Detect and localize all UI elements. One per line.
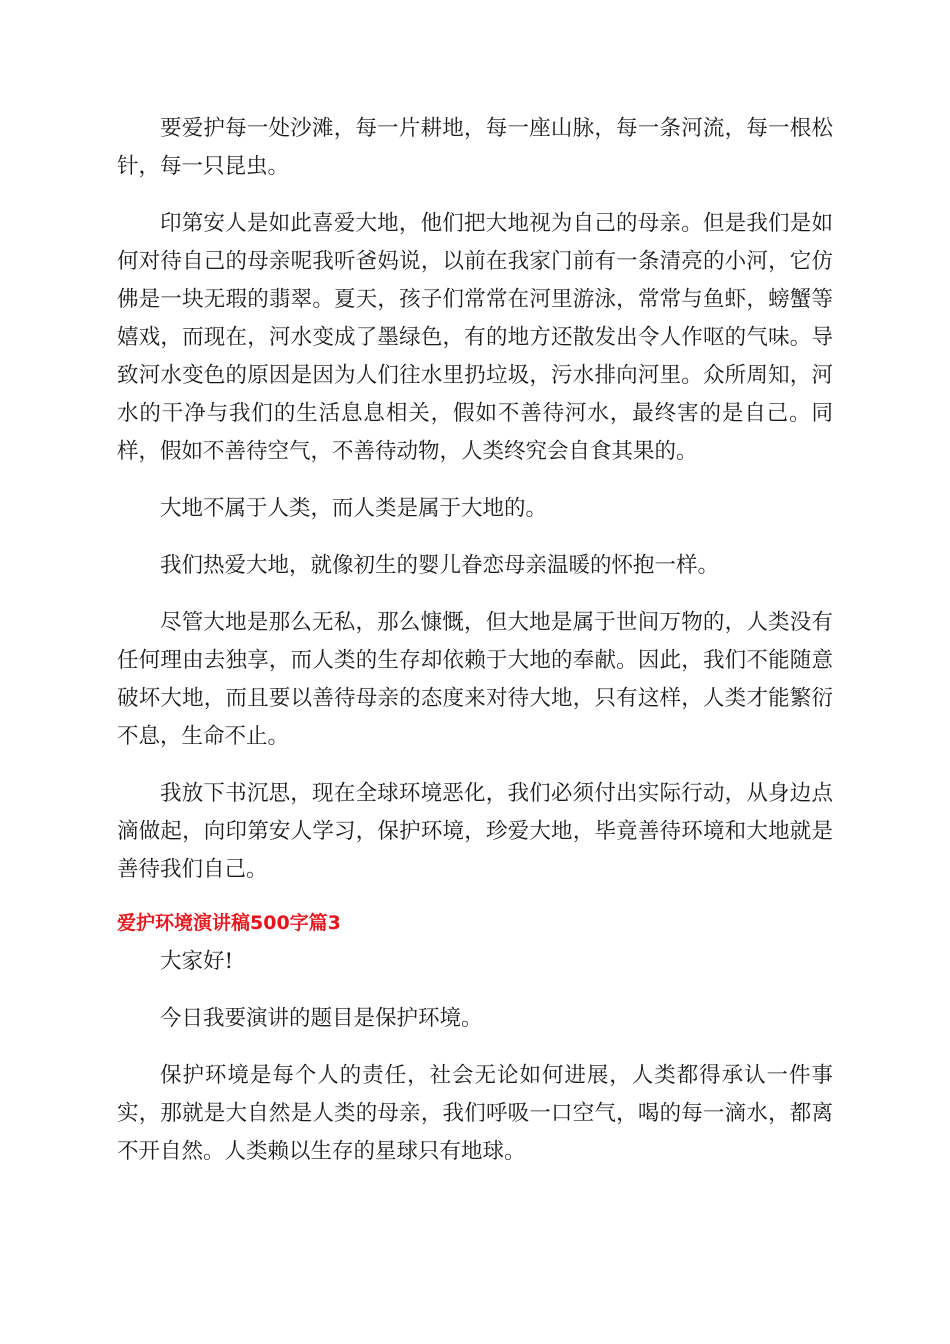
paragraph-love-earth: 我们热爱大地，就像初生的婴儿眷恋母亲温暖的怀抱一样。 (160, 553, 720, 578)
paragraph-responsibility: 保护环境是每个人的责任，社会无论如何进展，人类都得承认一件事实，那就是大自然是人类的母亲，我们呼吸一口空气，喝的每一滴水，都离不开自然。人类赖以生存的星球只有地球。 (117, 1063, 833, 1164)
document-body (117, 110, 833, 1190)
paragraph-earth-selfless: 尽管大地是那么无私，那么慷慨，但大地是属于世间万物的，人类没有任何理由去独享，而人类的生存却依赖于大地的奉献。因此，我们不能随意破坏大地，而且要以善待母亲的态度来对待大地，只有这样，人类才能繁衍不息，生命不止。 (117, 610, 833, 749)
paragraph-speech-topic: 今日我要演讲的题目是保护环境。 (160, 1006, 483, 1031)
paragraph-indians-love-earth: 印第安人是如此喜爱大地，他们把大地视为自己的母亲。但是我们是如何对待自己的母亲呢我听爸妈说，以前在我家门前有一条清亮的小河，它仿佛是一块无瑕的翡翠。夏天，孩子们常常在河里游泳，常常与鱼虾，螃蟹等嬉戏，而现在，河水变成了墨绿色，有的地方还散发出令人作呕的气味。导致河水变色的原因是因为人们往水里扔垃圾，污水排向河里。众所周知，河水的干净与我们的生活息息相关，假如不善待河水，最终害的是自己。同样，假如不善待空气，不善待动物，人类终究会自食其果的。 (117, 211, 833, 464)
paragraph-earth-not-belong: 大地不属于人类，而人类是属于大地的。 (160, 496, 548, 521)
paragraph-greeting: 大家好! (160, 949, 234, 974)
paragraph-reflection: 我放下书沉思，现在全球环境恶化，我们必须付出实际行动，从身边点滴做起，向印第安人学习，保护环境，珍爱大地，毕竟善待环境和大地就是善待我们自己。 (117, 781, 833, 882)
section-heading: 爱护环境演讲稿500字篇3 (117, 912, 341, 934)
paragraph-protect-everything: 要爱护每一处沙滩，每一片耕地，每一座山脉，每一条河流，每一根松针，每一只昆虫。 (117, 116, 833, 179)
